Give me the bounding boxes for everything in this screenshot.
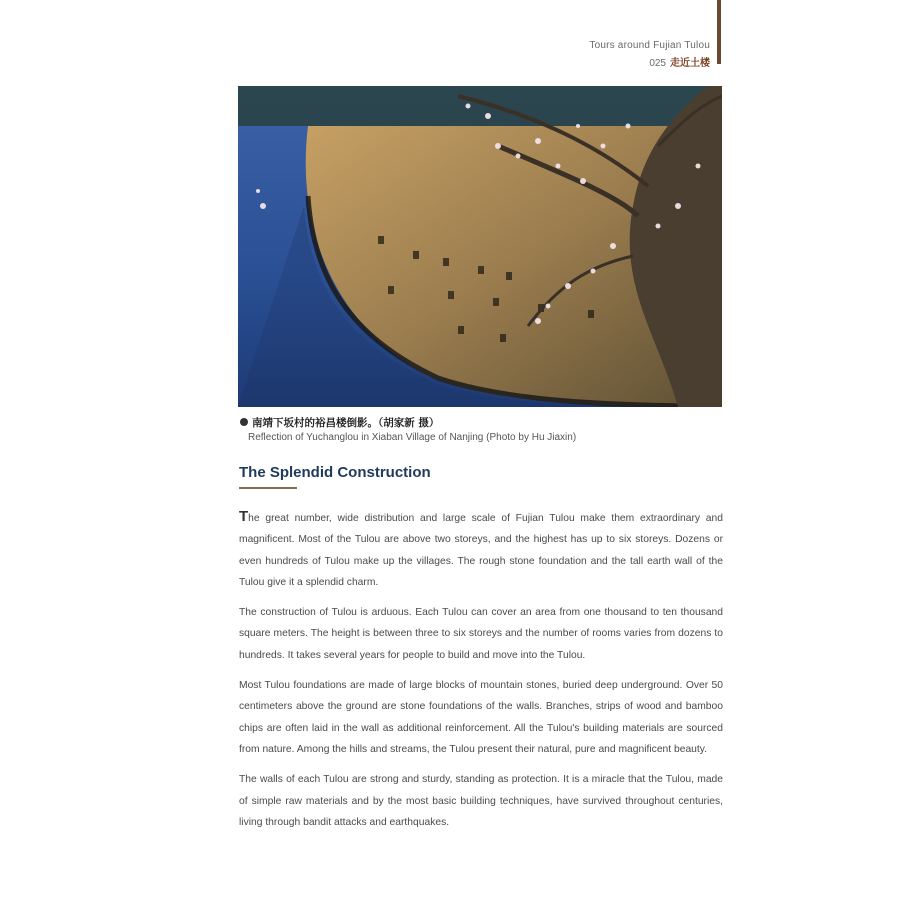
caption-cn-text: 南靖下坂村的裕昌楼倒影。（胡家新 摄） <box>252 417 440 429</box>
body-text <box>239 506 723 842</box>
page-number: 025 <box>649 58 666 69</box>
running-header-title: Tours around Fujian Tulou <box>589 40 710 51</box>
drop-cap: T <box>239 508 249 525</box>
heading-underline <box>239 487 297 489</box>
tulou-reflection-photo <box>238 86 722 407</box>
section-heading: The Splendid Construction <box>239 464 431 481</box>
paragraph-1 <box>239 506 723 593</box>
paragraph-3: Most Tulou foundations are made of large blocks of mountain stones, buried deep underground. Over 50 centimeters above the ground are stone foundations of the walls. Branches, strips of wood and bamboo chips are often laid in the wall as additional reinforcement. All the Tulou's building materials are sourced from nature. Among the hills and streams, the Tulou present their natural, pure and magnificent beauty. <box>239 680 723 755</box>
chinese-header-title: 走近土楼 <box>670 58 710 69</box>
photo-illustration <box>238 86 722 407</box>
photo-caption-chinese <box>240 415 439 430</box>
paragraph-2: The construction of Tulou is arduous. Each Tulou can cover an area from one thousand to ten thousand square meters. The height is between three to six storeys and the number of rooms varies from dozens to hundreds. It takes several years for people to build and move into the Tulou. <box>239 607 723 661</box>
caption-bullet-icon <box>240 418 248 426</box>
running-header-page <box>649 54 710 69</box>
photo-caption-english: Reflection of Yuchanglou in Xiaban Village of Nanjing (Photo by Hu Jiaxin) <box>248 432 577 443</box>
paragraph-4: The walls of each Tulou are strong and sturdy, standing as protection. It is a miracle that the Tulou, made of simple raw materials and by the most basic building techniques, have survived throughout centuries, living through bandit attacks and earthquakes. <box>239 774 723 828</box>
paragraph-1-text: he great number, wide distribution and large scale of Fujian Tulou make them extraordinary and magnificent. Most of the Tulou are above two storeys, and the highest has up to six storeys. Dozens or even hundreds of Tulou make up the villages. The rough stone foundation and the tall earth wall of the Tulou give it a splendid charm. <box>239 513 723 588</box>
header-accent-bar <box>717 0 721 64</box>
